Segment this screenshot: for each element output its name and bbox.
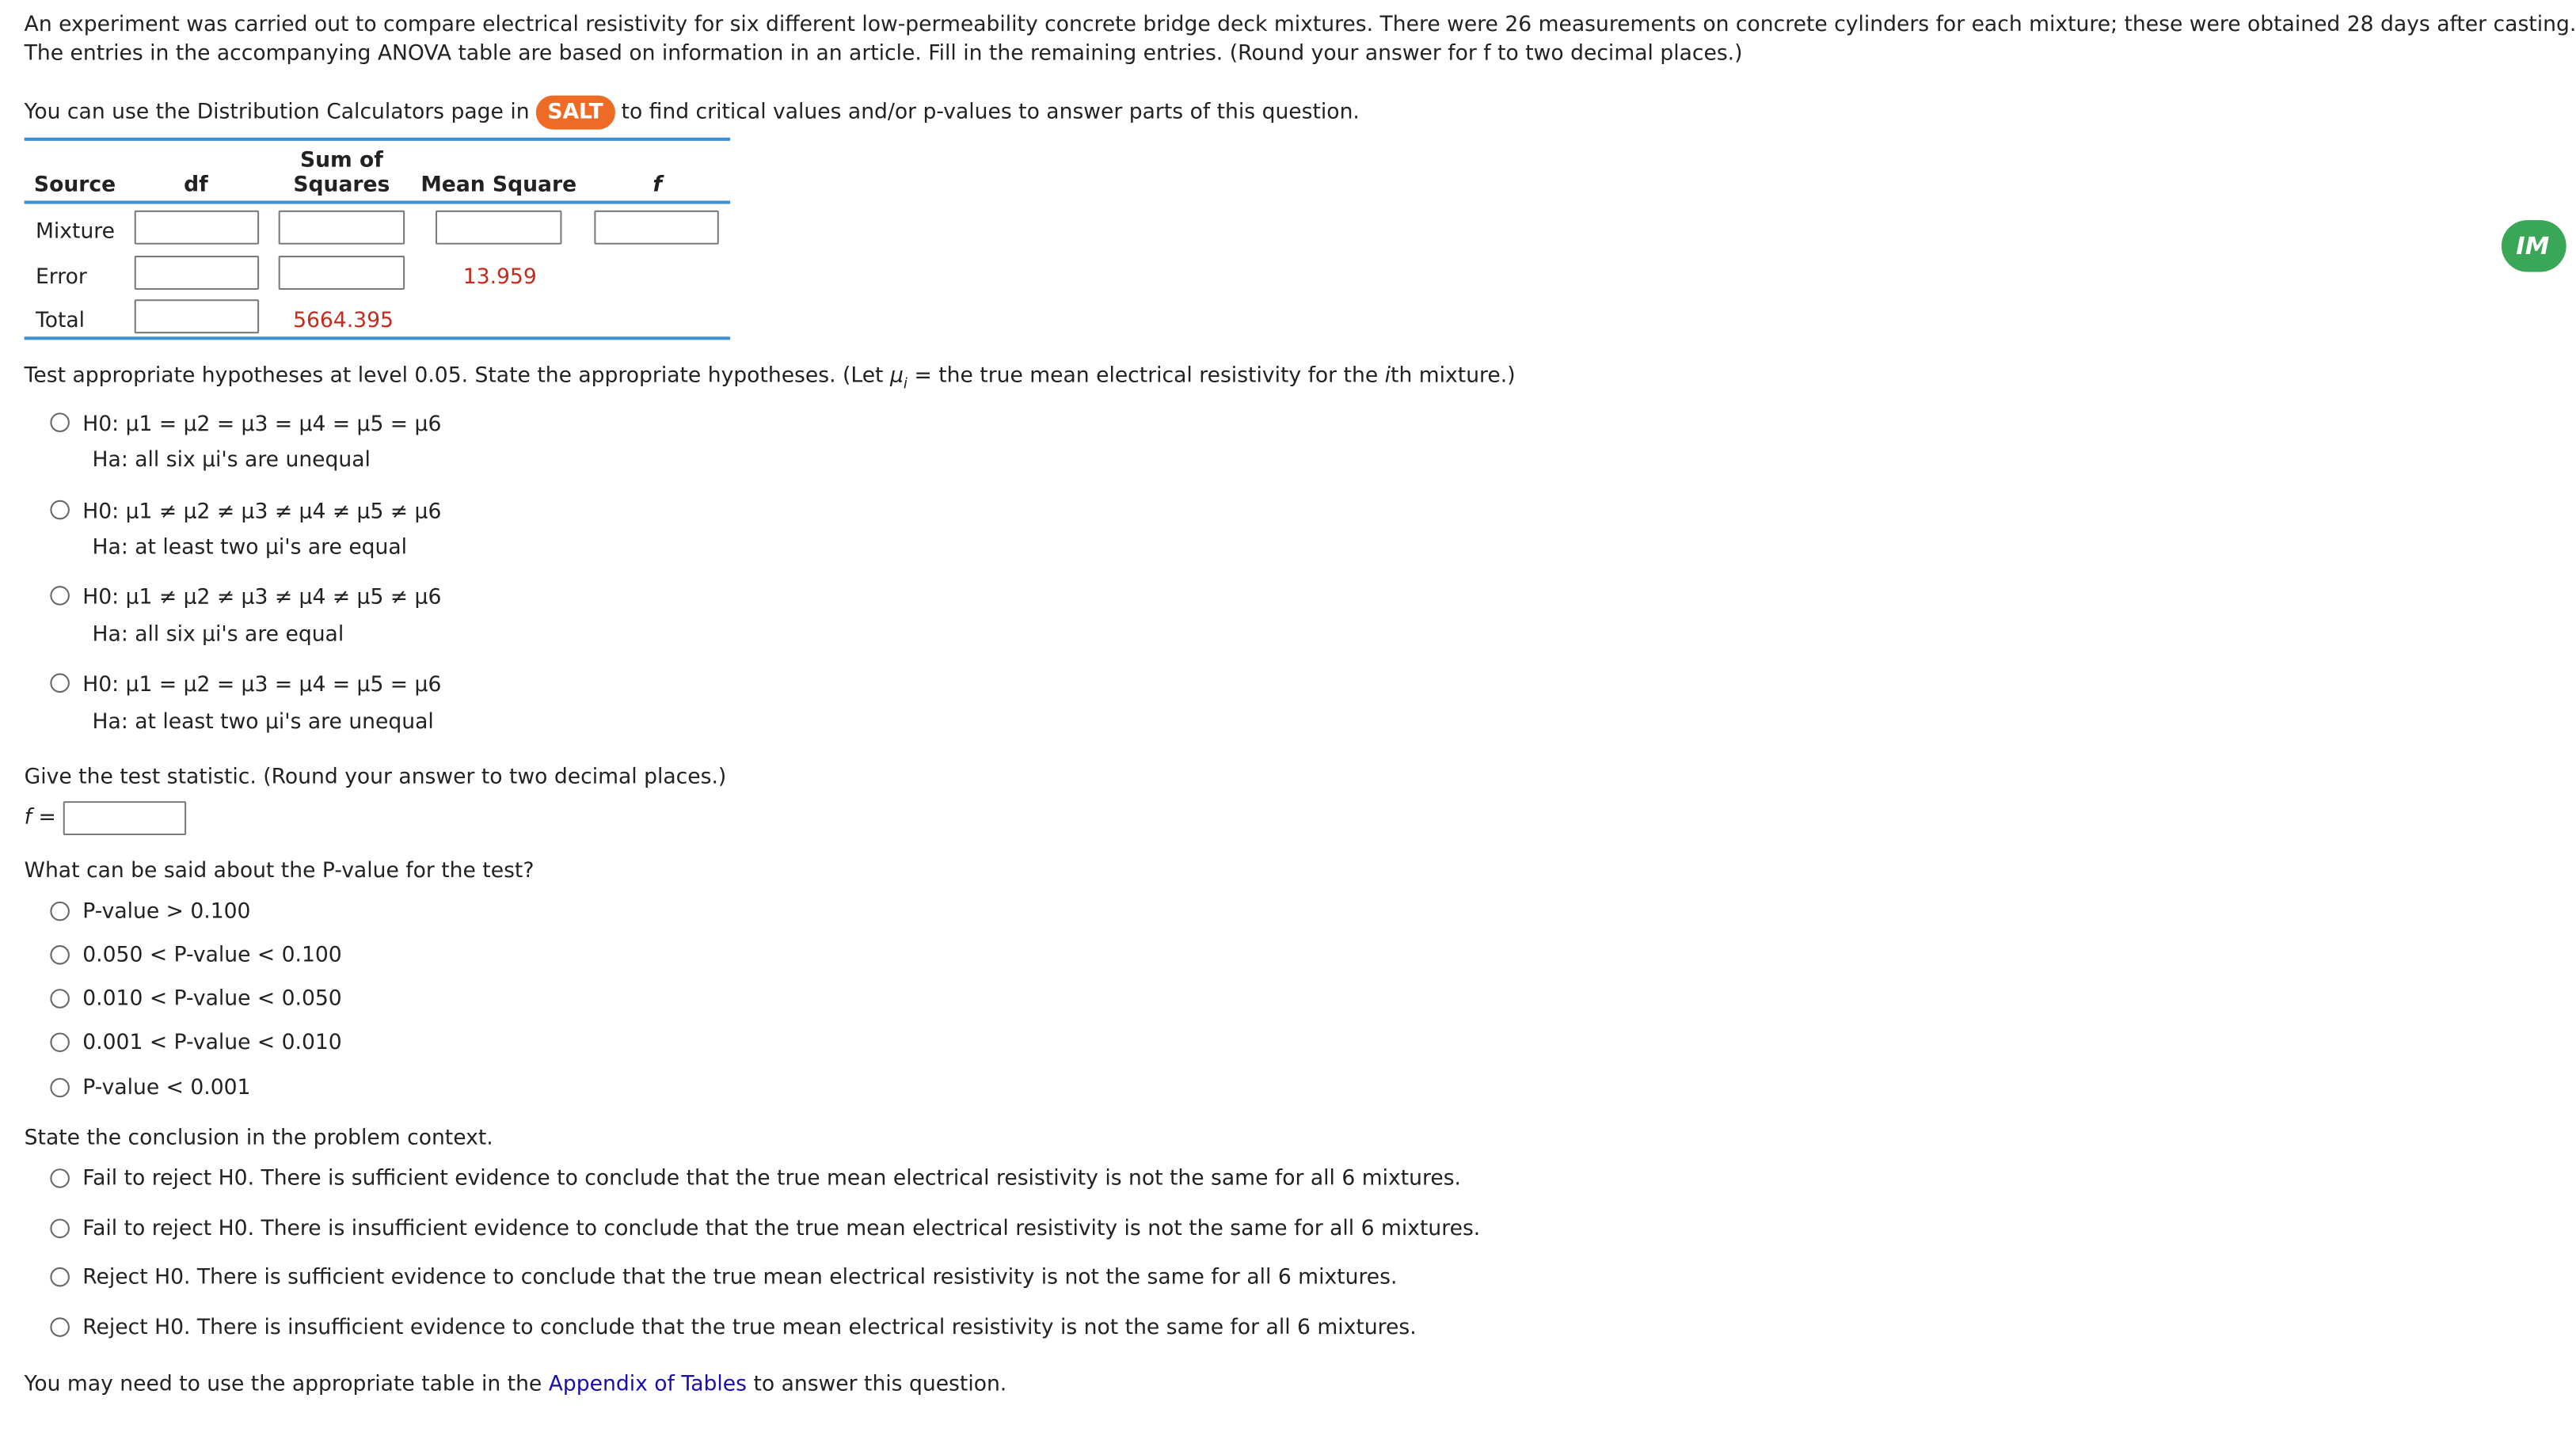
hypotheses-prompt-post: th mixture.) xyxy=(1391,364,1516,389)
conclusion-radio-4[interactable] xyxy=(50,1317,70,1337)
conclusion-prompt: State the conclusion in the problem context. xyxy=(24,1126,493,1151)
pvalue-radio-4[interactable] xyxy=(50,1032,70,1052)
hypothesis-4-h0: H0: μ1 = μ2 = μ3 = μ4 = μ5 = μ6 xyxy=(82,673,442,698)
hypothesis-radio-4[interactable] xyxy=(50,674,70,693)
mixture-ss-input[interactable] xyxy=(279,211,405,245)
f-statistic-input[interactable] xyxy=(63,801,186,835)
hypothesis-3-h0: H0: μ1 ≠ μ2 ≠ μ3 ≠ μ4 ≠ μ5 ≠ μ6 xyxy=(82,586,442,610)
im-badge-button[interactable]: IM xyxy=(2502,220,2566,272)
pvalue-option-4: 0.001 < P-value < 0.010 xyxy=(82,1031,342,1056)
conclusion-option-3: Reject H0. There is sufficient evidence to conclude that the true mean electrical resistivity is not the same for all 6 mixtures. xyxy=(82,1265,1398,1290)
table-bottom-rule xyxy=(25,336,730,340)
pvalue-prompt: What can be said about the P-value for the test? xyxy=(24,859,535,884)
hypothesis-2-ha: Ha: at least two μi's are equal xyxy=(92,535,408,560)
header-ss-line2: Squares xyxy=(293,173,390,198)
hypothesis-1-ha: Ha: all six μi's are unequal xyxy=(92,448,371,473)
hypothesis-4-ha: Ha: at least two μi's are unequal xyxy=(92,710,434,735)
statistic-label: f = xyxy=(24,806,56,830)
header-f: f xyxy=(653,173,662,198)
intro-line-2: The entries in the accompanying ANOVA table are based on information in an article. Fill in the remaining entries. (Round your answer for f to two decimal places.) xyxy=(24,42,1743,66)
salt-line-before: You can use the Distribution Calculators page in xyxy=(24,100,530,125)
intro-line-1: An experiment was carried out to compare electrical resistivity for six different low-permeability concrete bridge deck mixtures. There were 26 measurements on concrete cylinders for each mixture; these were obtained 28 days after casting. xyxy=(24,13,2576,38)
pvalue-option-1: P-value > 0.100 xyxy=(82,899,251,925)
error-df-input[interactable] xyxy=(135,256,259,290)
mixture-f-input[interactable] xyxy=(594,211,718,245)
pvalue-radio-2[interactable] xyxy=(50,945,70,965)
table-header-rule xyxy=(25,201,730,204)
pvalue-radio-5[interactable] xyxy=(50,1078,70,1098)
appendix-link[interactable]: Appendix of Tables xyxy=(548,1372,747,1397)
statistic-prompt: Give the test statistic. (Round your answer to two decimal places.) xyxy=(24,765,727,790)
hypothesis-radio-3[interactable] xyxy=(50,586,70,606)
conclusion-option-1: Fail to reject H0. There is sufficient evidence to conclude that the true mean electrical resistivity is not the same for all 6 mixtures. xyxy=(82,1167,1462,1191)
error-ss-input[interactable] xyxy=(279,256,405,290)
header-ss-line1: Sum of xyxy=(299,149,383,173)
hypotheses-prompt-pre: Test appropriate hypotheses at level 0.05. State the appropriate hypotheses. (Let xyxy=(24,364,890,389)
row-mixture-label: Mixture xyxy=(35,220,116,245)
conclusion-option-2: Fail to reject H0. There is insufficient evidence to conclude that the true mean electrical resistivity is not the same for all 6 mixtures. xyxy=(82,1217,1481,1242)
salt-line-after: to find critical values and/or p-values to answer parts of this question. xyxy=(621,100,1360,125)
header-df: df xyxy=(184,173,208,198)
row-error-label: Error xyxy=(35,265,87,290)
header-source: Source xyxy=(33,173,116,198)
conclusion-radio-3[interactable] xyxy=(50,1267,70,1287)
total-df-input[interactable] xyxy=(135,299,259,333)
conclusion-radio-2[interactable] xyxy=(50,1219,70,1239)
hypotheses-prompt-mid: = the true mean electrical resistivity for the xyxy=(907,364,1385,389)
footer-before: You may need to use the appropriate table in the xyxy=(24,1372,542,1397)
pvalue-radio-1[interactable] xyxy=(50,902,70,921)
header-ms: Mean Square xyxy=(420,173,577,198)
hypothesis-1-h0: H0: μ1 = μ2 = μ3 = μ4 = μ5 = μ6 xyxy=(82,412,442,438)
conclusion-option-4: Reject H0. There is insufficient evidence to conclude that the true mean electrical resistivity is not the same for all 6 mixtures. xyxy=(82,1316,1417,1340)
mixture-df-input[interactable] xyxy=(135,211,259,245)
hypotheses-prompt: Test appropriate hypotheses at level 0.05. State the appropriate hypotheses. (Let $\mu_i$ = the true mean electrical resistivity for the ith mixture.) xyxy=(24,364,1516,393)
hypothesis-radio-1[interactable] xyxy=(50,412,70,432)
footer-note xyxy=(25,1373,1007,1399)
hypothesis-radio-2[interactable] xyxy=(50,500,70,520)
conclusion-radio-1[interactable] xyxy=(50,1168,70,1188)
total-ss-value: 5664.395 xyxy=(293,309,394,334)
pvalue-radio-3[interactable] xyxy=(50,989,70,1009)
salt-button[interactable]: SALT xyxy=(536,96,615,130)
footer-after: to answer this question. xyxy=(753,1372,1007,1397)
hypothesis-3-ha: Ha: all six μi's are equal xyxy=(92,623,344,648)
pvalue-option-5: P-value < 0.001 xyxy=(82,1076,251,1101)
row-total-label: Total xyxy=(35,309,86,334)
pvalue-option-3: 0.010 < P-value < 0.050 xyxy=(82,987,342,1012)
salt-line xyxy=(25,96,1360,130)
table-top-rule xyxy=(25,138,730,141)
hypothesis-2-h0: H0: μ1 ≠ μ2 ≠ μ3 ≠ μ4 ≠ μ5 ≠ μ6 xyxy=(82,500,442,525)
mixture-ms-input[interactable] xyxy=(436,211,561,245)
error-ms-value: 13.959 xyxy=(462,265,537,290)
pvalue-option-2: 0.050 < P-value < 0.100 xyxy=(82,944,342,968)
